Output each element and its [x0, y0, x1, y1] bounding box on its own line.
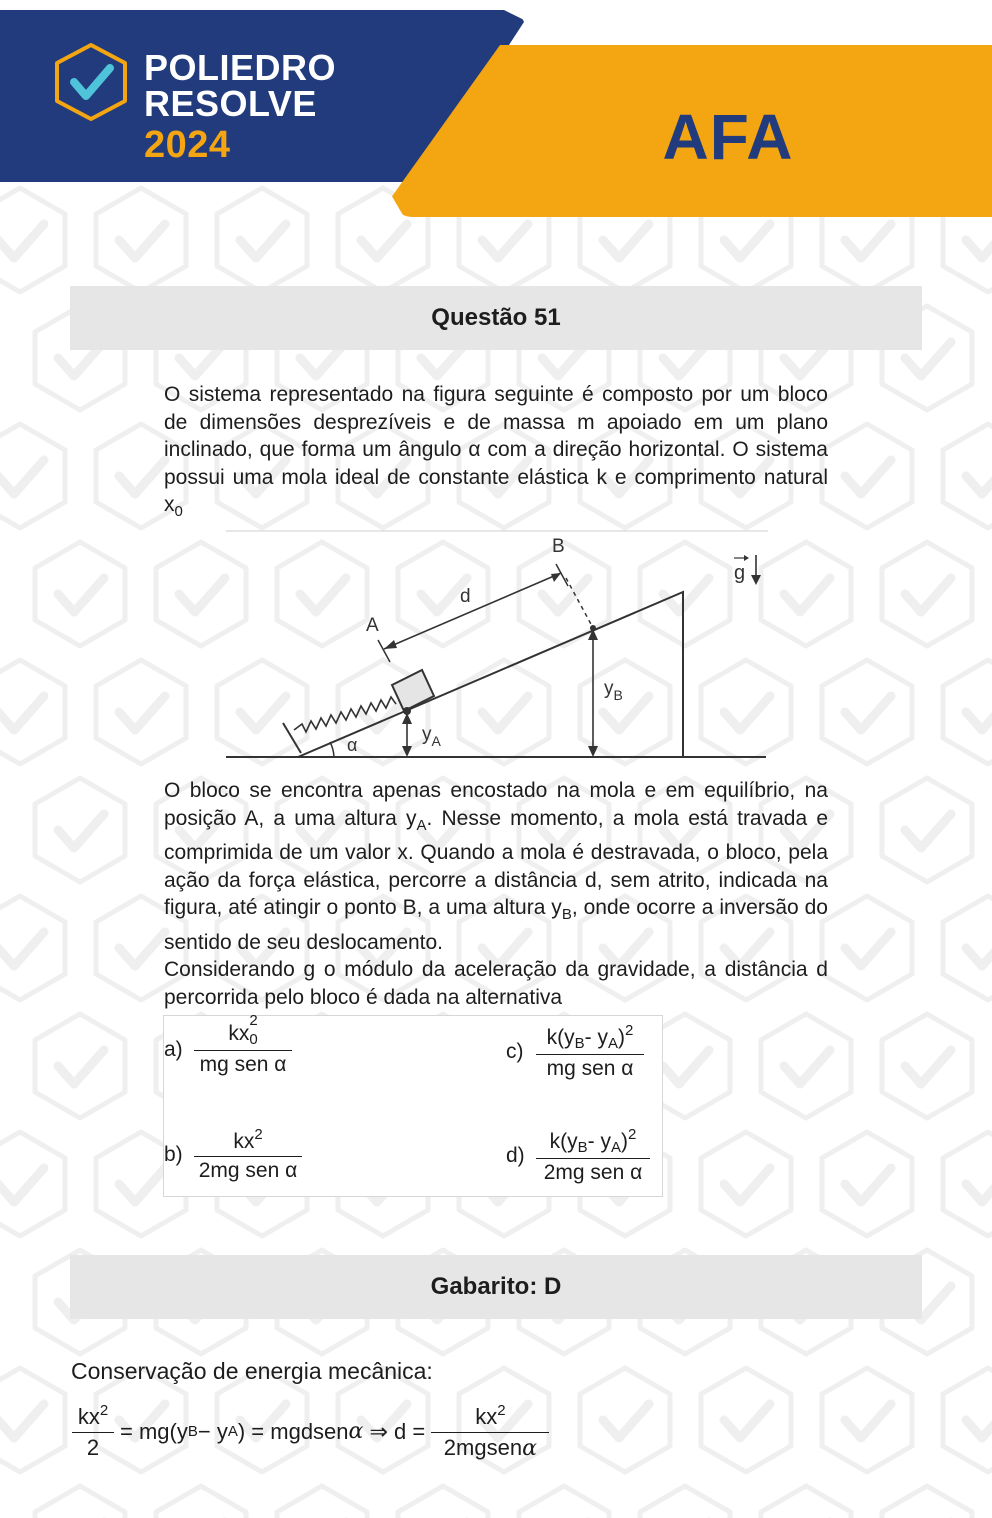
background-check-icon [943, 1132, 992, 1236]
background-check-icon [217, 188, 307, 292]
background-check-icon [35, 1014, 125, 1118]
eq-sub-a: A [227, 1423, 238, 1440]
gravity-label: g [734, 562, 746, 584]
svg-text:yA [422, 724, 442, 749]
alt-b-letter: b) [164, 1142, 183, 1166]
eq-rhs-fraction: $\frac{kx^2}{\text{2mgsenα}}$ [431, 1402, 549, 1461]
background-check-icon [761, 542, 851, 646]
background-check-icon [277, 1486, 367, 1518]
background-check-icon [882, 778, 972, 882]
question-body [164, 777, 828, 1011]
body-text-3: , onde ocorre a inversão do sentido de seu deslocamento. [164, 896, 828, 954]
alt-c-fraction: $\frac{k(yB- yA)^2}{\text{mg sen α}}$ [536, 1022, 644, 1081]
background-check-icon [156, 1486, 246, 1518]
svg-text:yB [604, 678, 623, 703]
yb-label: y [604, 678, 614, 699]
exam-name: AFA [662, 101, 794, 173]
body-text-4: Considerando g o módulo da aceleração da gravidade, a distância d percorrida pelo bloco é dada na alternativa [164, 958, 828, 1009]
alt-a-letter: a) [164, 1037, 183, 1061]
eq-implies: ⇒ d = [363, 1418, 432, 1444]
point-b-label: B [552, 536, 565, 557]
background-check-icon [943, 1368, 992, 1472]
eq-sub-b: B [187, 1423, 198, 1440]
background-check-icon [701, 1368, 791, 1472]
eq-lhs-fraction: $\frac{kx^2}{2}$ [72, 1402, 114, 1461]
alternative-a [164, 1012, 292, 1077]
point-a-label: A [366, 615, 379, 636]
eq-mid-2: − y [197, 1418, 228, 1444]
background-check-icon [822, 660, 912, 764]
background-check-icon [35, 1486, 125, 1518]
background-check-icon [0, 896, 65, 1000]
background-check-icon [761, 1486, 851, 1518]
solution-equation [72, 1402, 549, 1461]
background-check-icon [0, 188, 65, 292]
background-check-icon [35, 542, 125, 646]
body-text-1: O bloco se encontra apenas encostado na mola e em equilíbrio, na posição A, a uma altura y [164, 779, 828, 830]
body-text-2: . Nesse momento, a mola está travada e comprimida de um valor x. Quando a mola é destravada, o bloco, pela ação da força elástica, percorre a distância d, sem atrito, indicada na figura, até atingir o ponto B, a uma altura y [164, 806, 828, 919]
alt-a-fraction: kx 2 0 mg sen α [194, 1022, 292, 1077]
intro-subscript: 0 [174, 503, 183, 520]
question-title: Questão 51 [431, 304, 561, 331]
eq-mid-3: ) = mgdsen [237, 1418, 349, 1444]
eq-alpha: α [348, 1419, 364, 1444]
background-check-icon [96, 660, 186, 764]
background-check-icon [761, 1014, 851, 1118]
alternatives-box [163, 1012, 663, 1197]
eq-mid-1: = mg(y [120, 1418, 188, 1444]
background-check-icon [0, 660, 65, 764]
background-check-icon [822, 896, 912, 1000]
alternative-b [164, 1126, 302, 1183]
d-label: d [460, 586, 471, 607]
ya-label: y [422, 724, 432, 745]
background-check-icon [580, 1368, 670, 1472]
spring [294, 697, 396, 732]
background-check-icon [0, 1132, 65, 1236]
background-check-icon [882, 542, 972, 646]
alt-d-fraction: $\frac{k(yB- yA)^2}{\text{2mg sen α}}$ [536, 1126, 650, 1185]
intro-text: O sistema representado na figura seguinte é composto por um bloco de dimensões desprezíveis e de massa m apoiado em um plano inclinado, que forma um ângulo α com a direção horizontal. O sistema possui uma mola ideal de constante elástica k e comprimento natural x [164, 383, 828, 516]
block [392, 670, 434, 711]
background-check-icon [822, 424, 912, 528]
background-check-icon [822, 1368, 912, 1472]
background-check-icon [0, 424, 65, 528]
background-check-icon [96, 188, 186, 292]
question-intro [164, 381, 828, 526]
background-check-icon [943, 896, 992, 1000]
background-check-icon [882, 1486, 972, 1518]
brand-name-line1: POLIEDRO [144, 47, 337, 88]
background-check-icon [0, 1368, 65, 1472]
ya-sub: A [431, 733, 441, 749]
answer-bar [70, 1255, 922, 1319]
solution-title: Conservação de energia mecânica: [71, 1358, 433, 1384]
background-check-icon [701, 1132, 791, 1236]
hexagon-check-icon [52, 42, 130, 122]
background-check-icon [943, 660, 992, 764]
background-check-icon [882, 1014, 972, 1118]
background-check-icon [943, 424, 992, 528]
body-subscript-b: B [561, 906, 572, 923]
alt-b-fraction: $\frac{kx^2}{\text{2mg sen α}}$ [194, 1126, 302, 1183]
inclined-plane-figure [226, 530, 768, 762]
angle-label: α [347, 735, 358, 755]
brand-year: 2024 [144, 124, 231, 166]
background-check-icon [822, 1132, 912, 1236]
body-subscript-a: A [416, 816, 427, 834]
background-check-icon [35, 778, 125, 882]
alt-c-letter: c) [506, 1039, 524, 1063]
alternative-c [506, 1022, 644, 1081]
yb-sub: B [613, 687, 623, 703]
alternative-d [506, 1126, 650, 1185]
question-title-bar [70, 286, 922, 350]
alt-d-letter: d) [506, 1143, 525, 1167]
answer-title: Gabarito: D [430, 1273, 562, 1300]
background-check-icon [640, 1486, 730, 1518]
background-check-icon [398, 1486, 488, 1518]
background-check-icon [519, 1486, 609, 1518]
brand-name-line2: RESOLVE [144, 83, 317, 124]
